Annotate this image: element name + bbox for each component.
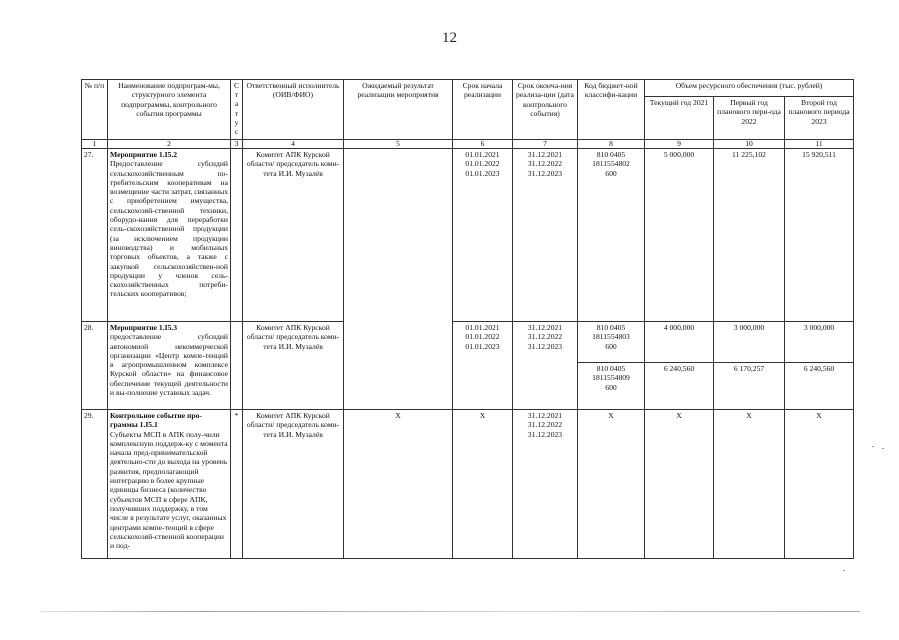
row-end-dates: 31.12.2021 31.12.2022 31.12.2023 <box>513 149 578 322</box>
scan-artifact-line <box>40 611 860 612</box>
row-end-dates: 31.12.2021 31.12.2022 31.12.2023 <box>513 410 578 559</box>
row-funding-2023-a: 3 000,000 <box>785 322 853 363</box>
column-number: 1 <box>82 140 108 149</box>
header-year-current: Текущий год 2021 <box>645 97 714 140</box>
column-number: 7 <box>513 140 578 149</box>
column-number: 6 <box>453 140 513 149</box>
page-number: 12 <box>442 30 457 46</box>
table-row <box>82 410 854 559</box>
row-title: Мероприятие 1.I5.2 <box>110 150 178 159</box>
row-title: Контрольное событие про-граммы 1.I5.1 <box>110 411 202 430</box>
row-executor: Комитет АПК Курской области/ председатель коми-тета И.И. Музалёв <box>243 149 344 322</box>
row-start-dates: X <box>453 410 513 559</box>
column-number: 10 <box>714 140 785 149</box>
row-title: Мероприятие 1.I5.3 <box>110 323 178 332</box>
row-description: Предоставление субсидий сельскохозяйственным по-требительским кооперативам на возмещение части затрат, связанных с приобретением имущества, сельскохозяй-ственной техники, оборудо-вания для переработки сель-скохозяйственной продукции (за исключением продукции виноводства) и мобильных торговых объектов, а также с закупкой сельскохозяйствен-ной продукции у членов сель-скохозяйственных потреби-тельских кооперативов; <box>110 159 228 299</box>
row-status <box>231 322 243 410</box>
row-number: 28. <box>82 322 108 410</box>
row-status: * <box>231 410 243 559</box>
column-number: 11 <box>785 140 854 149</box>
column-number: 8 <box>578 140 645 149</box>
row-name-cell <box>108 149 231 322</box>
row-result <box>344 322 453 410</box>
row-funding-2023-b: 6 240,560 <box>803 364 835 373</box>
row-funding-2022-a: 3 000,000 <box>714 322 784 363</box>
header-name: Наименование подпрограм-мы, структурного элемента подпрограммы, контрольного события программы <box>108 80 231 140</box>
scan-speck <box>872 446 874 447</box>
row-status <box>231 149 243 322</box>
header-year-first: Первый год планового пери-ода 2022 <box>714 97 785 140</box>
row-start-dates: 01.01.2021 01.01.2022 01.01.2023 <box>453 149 513 322</box>
row-start-dates: 01.01.2021 01.01.2022 01.01.2023 <box>453 322 513 410</box>
resource-table <box>81 79 854 559</box>
row-budget-code: X <box>578 410 645 559</box>
row-name-cell <box>108 322 231 410</box>
header-start-date: Срок начала реализации <box>453 80 513 140</box>
column-number: 2 <box>108 140 231 149</box>
row-funding-2023-cell <box>785 322 854 410</box>
row-description: предоставление субсидий автономной некоммерческой организации «Центр компе-тенций в агропромышленном комплексе Курской области» на финансовое обеспечение текущей деятельности и вы-полнение уставных задач. <box>110 332 228 398</box>
header-year-second: Второй год планового периода 2023 <box>785 97 854 140</box>
row-description: Субъекты МСП в АПК полу-чили комплексную поддерж-ку с момента начала пред-принимательской деятельно-сти до выхода на уровень развития, предполагающий интеграцию в более крупные единицы бизнеса (количество субъектов МСП в сфере АПК, получивших поддержку, в том числе в результате услуг, оказанных центрами компе-тенций в сфере сельскохозяй-ственной кооперации и под- <box>110 429 228 551</box>
row-funding-2021-b: 6 240,560 <box>663 364 695 373</box>
row-result <box>344 149 453 322</box>
row-funding-2021-cell <box>645 322 714 410</box>
column-number: 4 <box>243 140 344 149</box>
row-funding-2023: 15 920,511 <box>785 149 854 322</box>
row-funding-2023: X <box>785 410 854 559</box>
header-result: Ожидаемый результат реализации мероприятия <box>344 80 453 140</box>
row-end-dates: 31.12.2021 31.12.2022 31.12.2023 <box>513 322 578 410</box>
column-number: 3 <box>231 140 243 149</box>
row-executor: Комитет АПК Курской области/ председатель коми-тета И.И. Музалёв <box>243 322 344 410</box>
header-number: № п/п <box>82 80 108 140</box>
column-number: 5 <box>344 140 453 149</box>
row-number: 27. <box>82 149 108 322</box>
table-row <box>82 149 854 322</box>
row-budget-code-b: 810 0405 1811554809 600 <box>592 364 630 392</box>
row-number: 29. <box>82 410 108 559</box>
column-number-row <box>82 140 854 149</box>
row-budget-code-a: 810 0405 1811554803 600 <box>578 322 644 363</box>
header-executor: Ответственный исполнитель (ОИВ/ФИО) <box>243 80 344 140</box>
column-number: 9 <box>645 140 714 149</box>
header-budget-code: Код бюджет-ной классифи-кации <box>578 80 645 140</box>
row-budget-code: 810 0405 1811554802 600 <box>578 149 645 322</box>
row-executor: Комитет АПК Курской области/ председатель коми-тета И.И. Музалёв <box>243 410 344 559</box>
row-funding-2022-b: 6 170,257 <box>733 364 765 373</box>
row-funding-2021: 5 000,000 <box>645 149 714 322</box>
header-end-date: Срок оконча-ния реализа-ции (дата контрольного события) <box>513 80 578 140</box>
row-funding-2022: X <box>714 410 785 559</box>
row-funding-2022-cell <box>714 322 785 410</box>
header-status: С т а т у с <box>231 80 243 140</box>
row-name-cell <box>108 410 231 559</box>
row-funding-2022: 11 225,102 <box>714 149 785 322</box>
row-result: X <box>344 410 453 559</box>
scan-speck <box>882 448 884 449</box>
row-funding-2021: X <box>645 410 714 559</box>
row-budget-code-cell <box>578 322 645 410</box>
table-row <box>82 322 854 410</box>
header-funding: Объем ресурсного обеспечения (тыс. рублей) <box>645 80 854 97</box>
scan-speck <box>843 570 845 571</box>
row-funding-2021-a: 4 000,000 <box>645 322 713 363</box>
